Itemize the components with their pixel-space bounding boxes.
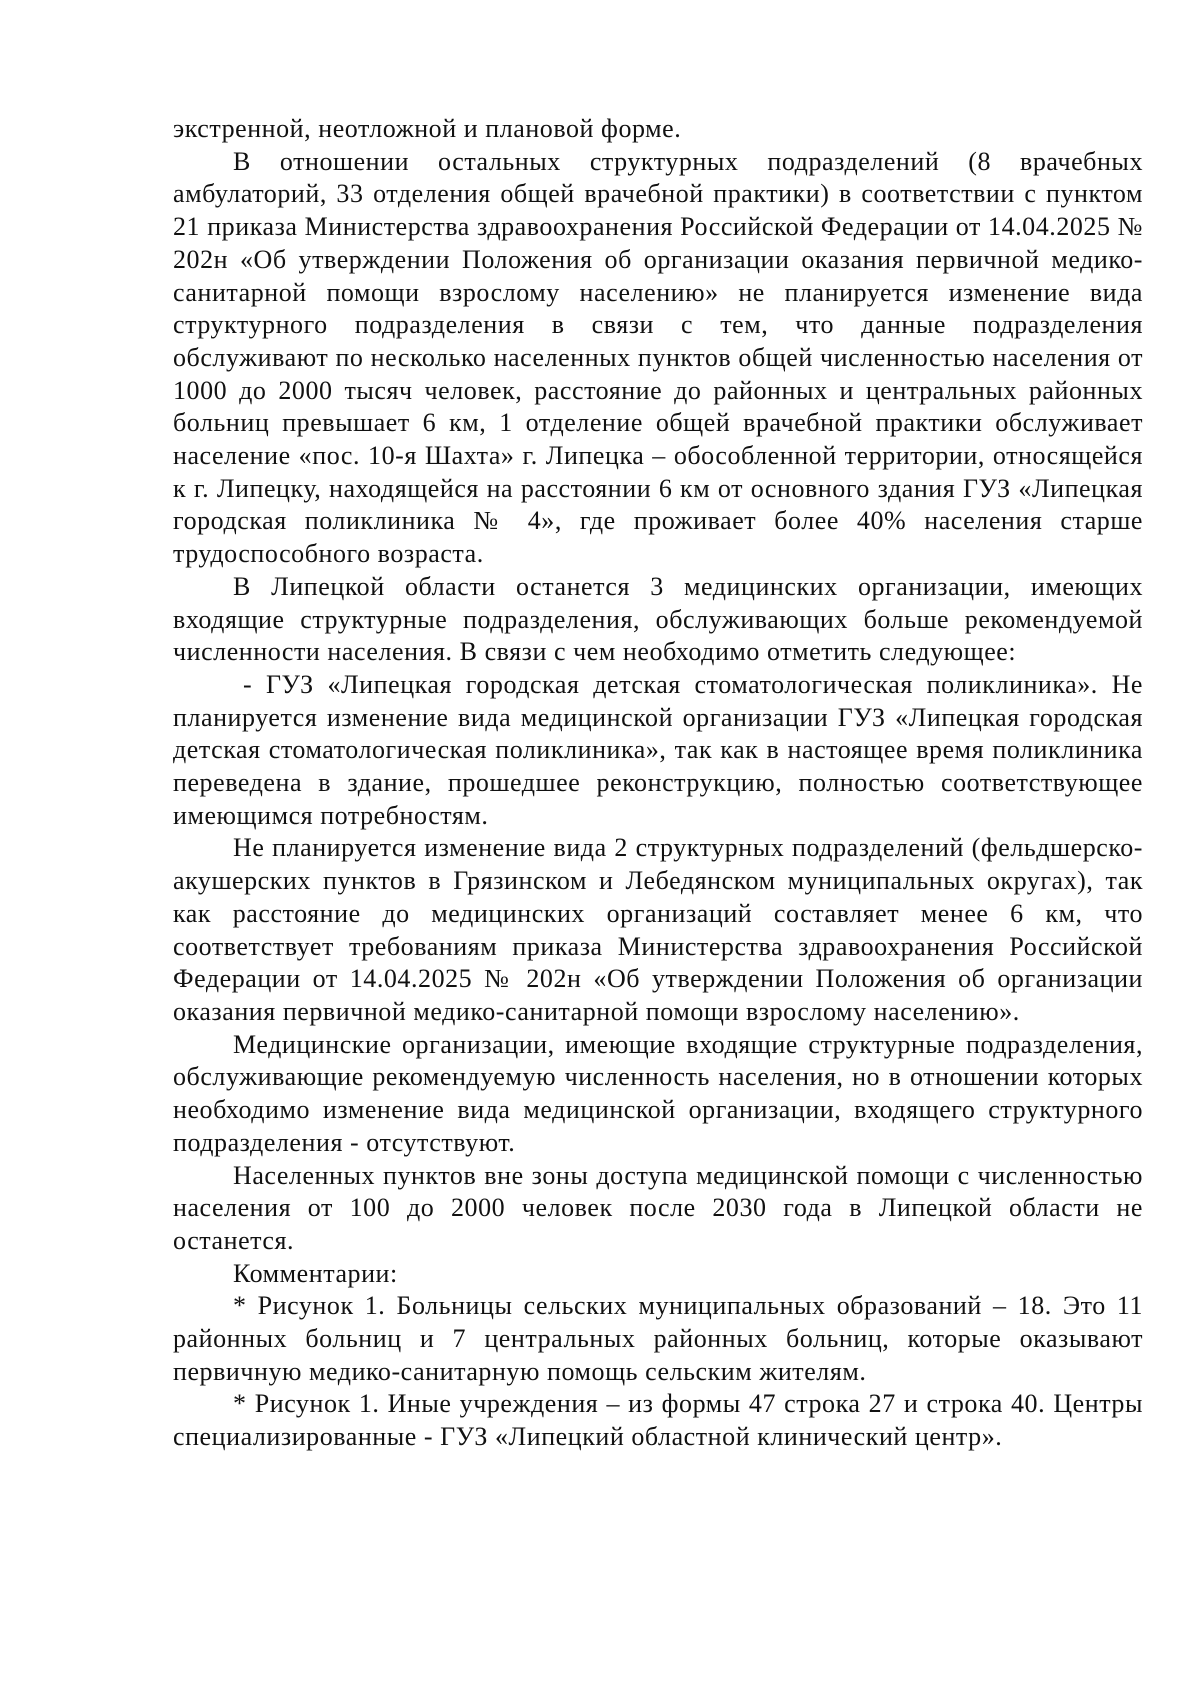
paragraph-dental-clinic: - ГУЗ «Липецкая городская детская стоматологическая поликлиника». Не планируется изменение вида медицинской организации ГУЗ «Липецкая городская детская стоматологическая поликлиника», так как в настоящее время поликлиника переведена в здание, прошедшее реконструкцию, полностью соответствующее имеющимся потребностям. — [173, 669, 1143, 830]
paragraph-medical-organizations: В Липецкой области останется 3 медицинских организации, имеющих входящие структурные подразделения, обслуживающих больше рекомендуемой численности населения. В связи с чем необходимо отметить следующее: — [173, 571, 1143, 667]
paragraph-settlements: Населенных пунктов вне зоны доступа медицинской помощи с численностью населения от 100 до 2000 человек после 2030 года в Липецкой области не останется. — [173, 1160, 1143, 1255]
comments-heading: Комментарии: — [233, 1258, 398, 1288]
paragraph-feldsher-points: Не планируется изменение вида 2 структурных подразделений (фельдшерско-акушерских пунктов в Грязинском и Лебедянском муниципальных округах), так как расстояние до медицинских организаций составляет менее 6 км, что соответствует требованиям приказа Министерства здравоохранения Российской Федерации от 14.04.2025 № 202н «Об утверждении Положения об организации оказания первичной медико-санитарной помощи взрослому населению». — [173, 833, 1143, 1026]
comment-other-institutions: * Рисунок 1. Иные учреждения – из формы 47 строка 27 и строка 40. Центры специализированные - ГУЗ «Липецкий областной клинический центр». — [173, 1389, 1143, 1452]
paragraph-recommended-population: Медицинские организации, имеющие входящие структурные подразделения, обслуживающие рекомендуемую численность населения, но в отношении которых необходимо изменение вида медицинской организации, входящего структурного подразделения - отсутствуют. — [173, 1029, 1143, 1157]
comment-rural-hospitals: * Рисунок 1. Больницы сельских муниципальных образований – 18. Это 11 районных больниц и 7 центральных районных больниц, которые оказывают первичную медико-санитарную помощь сельским жителям. — [173, 1291, 1143, 1386]
paragraph-structural-units: В отношении остальных структурных подразделений (8 врачебных амбулаторий, 33 отделения общей врачебной практики) в соответствии с пунктом 21 приказа Министерства здравоохранения Российской Федерации от 14.04.2025 № 202н «Об утверждении Положения об организации оказания первичной медико-санитарной помощи взрослому населению» не планируется изменение вида структурного подразделения в связи с тем, что данные подразделения обслуживают по несколько населенных пунктов общей численностью населения от 1000 до 2000 тысяч человек, расстояние до районных и центральных районных больниц превышает 6 км, 1 отделение общей врачебной практики обслуживает население «пос. 10-я Шахта» г. Липецка – обособленной территории, относящейся к г. Липецку, находящейся на расстоянии 6 км от основного здания ГУЗ «Липецкая городская поликлиника № 4», где проживает более 40% населения старше трудоспособного возраста. — [173, 146, 1143, 569]
document-page — [173, 113, 1143, 1454]
paragraph-continuation: экстренной, неотложной и плановой форме. — [173, 114, 682, 143]
